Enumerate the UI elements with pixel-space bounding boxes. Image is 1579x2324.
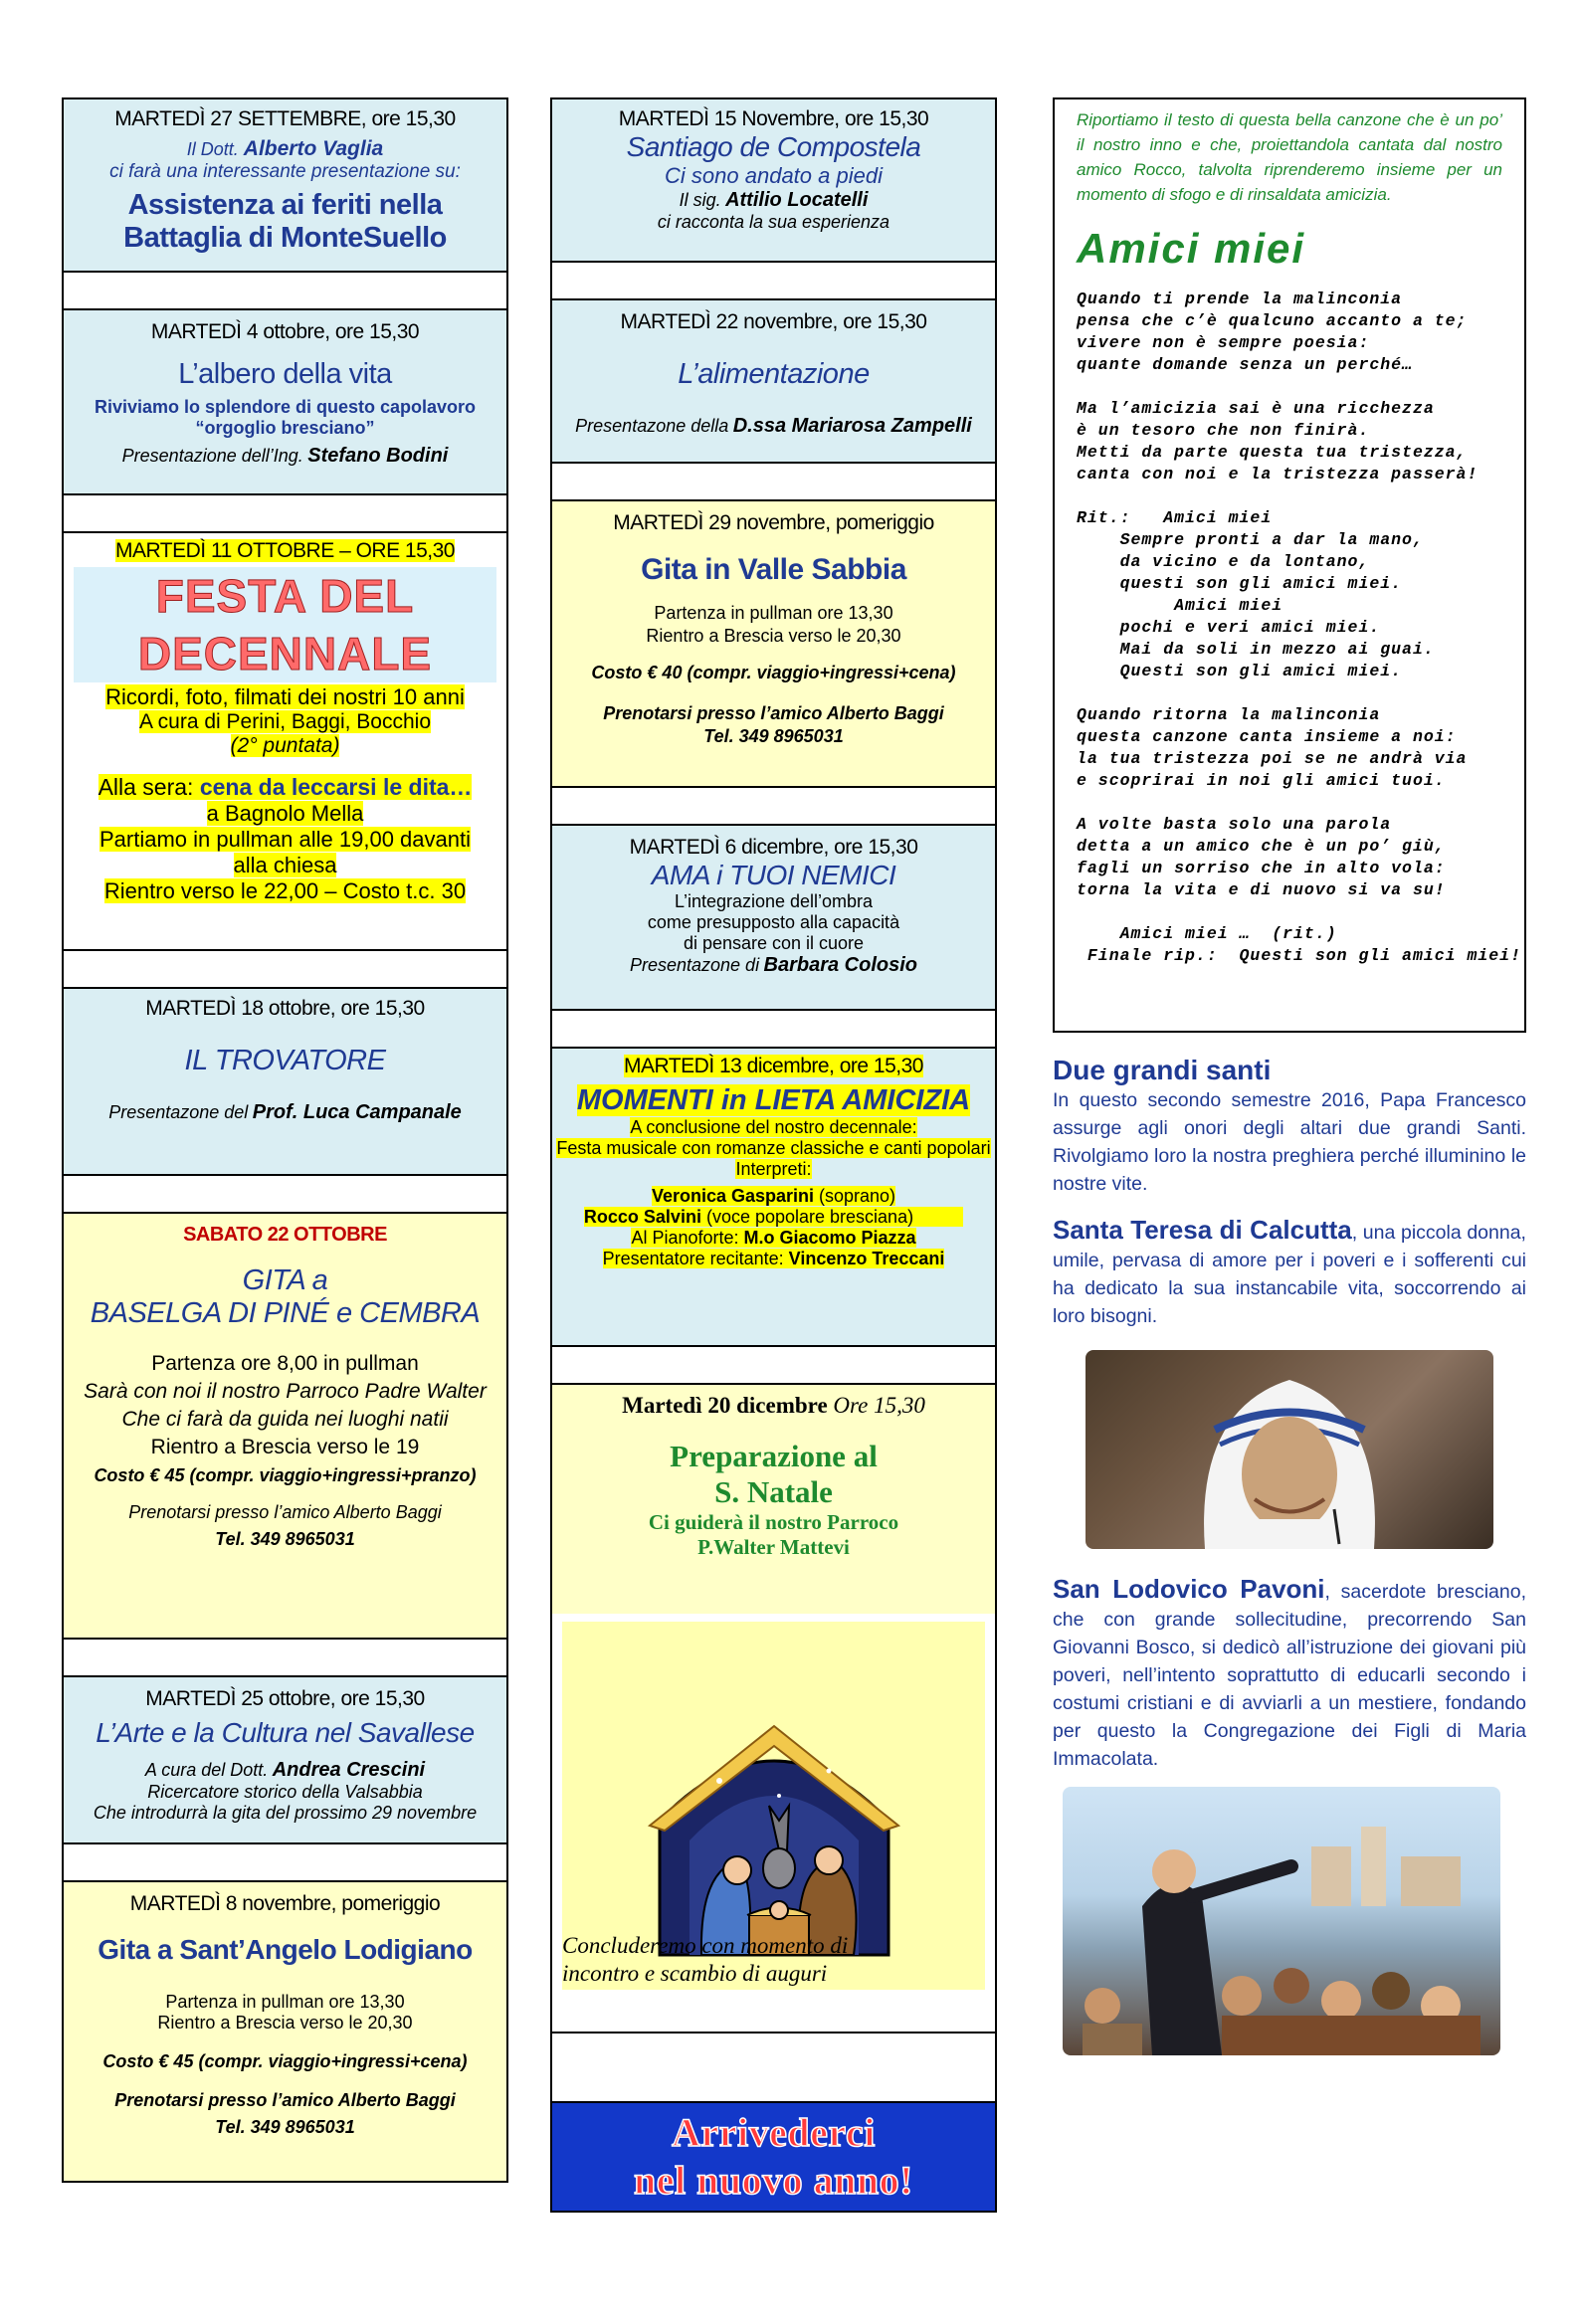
pavoni-photo: [1063, 1787, 1500, 2055]
song-title: Amici miei: [1077, 225, 1306, 272]
spacer: [550, 1347, 997, 1385]
event-header: MARTEDÌ 22 novembre, ore 15,30: [620, 310, 927, 333]
event-header: MARTEDÌ 25 ottobre, ore 15,30: [145, 1687, 425, 1710]
event-line: Rientro a Brescia verso le 20,30: [157, 2013, 413, 2033]
event-line: A conclusione del nostro decennale:: [630, 1117, 917, 1137]
event-line: come presupposto alla capacità: [647, 912, 900, 932]
arrivederci-banner: Arrivederci nel nuovo anno!: [550, 2101, 997, 2213]
event-4-ottobre: [62, 310, 508, 495]
spacer: [62, 495, 508, 533]
event-title: Battaglia di MonteSuello: [123, 222, 447, 254]
painting-image: [1063, 1787, 1500, 2055]
event-line: Interpreti:: [735, 1159, 812, 1179]
event-line: di pensare con il cuore: [683, 933, 865, 953]
event-cost: Costo € 40 (compr. viaggio+ingressi+cena): [591, 663, 956, 682]
event-13-dicembre: [550, 1049, 997, 1347]
event-header: MARTEDÌ 27 SETTEMBRE, ore 15,30: [114, 107, 456, 130]
event-title: L’albero della vita: [178, 358, 392, 390]
event-line: ci racconta la sua esperienza: [657, 212, 890, 232]
event-header: MARTEDÌ 8 novembre, pomeriggio: [129, 1892, 441, 1915]
event-line: Partenza in pullman ore 13,30: [654, 603, 893, 623]
event-25-ottobre: [62, 1677, 508, 1844]
event-speaker: Il Dott. Alberto Vaglia: [186, 137, 384, 160]
spacer: [550, 263, 997, 300]
nativity-icon: [630, 1711, 918, 1960]
nativity-card: [562, 1622, 985, 1990]
event-title: AMA i TUOI NEMICI: [651, 860, 896, 890]
saint-pavoni: San Lodovico Pavoni, sacerdote bresciano, che con grande sollecitudine, precorrendo San Giovanni Bosco, si dedicò all’istruzione dei giovani più poveri, nell’intento soprattutto di educarli secondo i costumi cristiani e di avviarli a un mestiere, fondando per questo la Congregazione dei Figli di Maria Immacolata.: [1053, 1574, 1527, 1770]
spacer: [62, 1640, 508, 1677]
column-left: [62, 97, 508, 2183]
event-presenter: Presentazone del Prof. Luca Campanale: [108, 1101, 462, 1123]
event-intro: ci farà una interessante presentazione su:: [109, 161, 461, 182]
event-header: MARTEDÌ 13 dicembre, ore 15,30: [624, 1055, 923, 1077]
portrait-image: [1086, 1350, 1493, 1549]
event-line: L’integrazione dell’ombra: [674, 891, 874, 911]
event-booking: Prenotarsi presso l’amico Alberto Baggi: [128, 1502, 442, 1522]
saint-teresa: Santa Teresa di Calcutta, una piccola donna, umile, pervasa di amore per i poveri e i sofferenti cui ha dedicato la sua instancabile vita, soccorrendo ai loro bisogni.: [1053, 1215, 1526, 1327]
event-header: MARTEDÌ 29 novembre, pomeriggio: [613, 511, 934, 534]
event-line: (2° puntata): [230, 734, 340, 757]
event-15-novembre: [550, 97, 997, 263]
event-line: Partenza ore 8,00 in pullman: [151, 1352, 419, 1375]
event-header: Martedì 20 dicembre Ore 15,30: [622, 1393, 925, 1418]
event-22-novembre: [550, 300, 997, 464]
event-presenter: Presentazone di Barbara Colosio: [629, 954, 918, 976]
performer-piano: Al Pianoforte: M.o Giacomo Piazza: [631, 1228, 916, 1248]
event-phone: Tel. 349 8965031: [215, 2117, 355, 2137]
event-title: L’Arte e la Cultura nel Savallese: [96, 1717, 475, 1748]
column-right: [1053, 97, 1526, 2055]
event-presenter: Presentazione dell’Ing. Stefano Bodini: [121, 445, 449, 467]
event-cost: Costo € 45 (compr. viaggio+ingressi+cena): [102, 2051, 468, 2071]
event-title: IL TROVATORE: [184, 1045, 386, 1076]
event-header: SABATO 22 OTTOBRE: [183, 1224, 387, 1246]
saints-intro: In questo secondo semestre 2016, Papa Francesco assurge agli onori degli altari due grandi Santi. Rivolgiamo loro la nostra preghiera perché illuminino le nostre vite.: [1053, 1089, 1526, 1195]
song-lyrics: Quando ti prende la malinconia pensa che c’è qualcuno accanto a te; vivere non è sempre poesia: quante domande senza un perché… Ma l’amicizia sai è una ricchezza è un tesoro che non finirà. Metti da parte questa tua tristezza, canta con noi e la tristezza passerà! Rit.: Amici miei Sempre pronti a dar la mano, da vicino e da lontano, questi son gli amici miei. Amici miei pochi e veri amici miei. Mai da soli in mezzo ai guai. Questi son gli amici miei. Quando ritorna la malinconia questa canzone canta insieme a noi: la tua tristezza poi se ne andrà via e scoprirai in noi gli amici tuoi. A volte basta solo una parola detta a un amico che è un po’ giù, fagli un sorriso che in alto vola: torna la vita e di nuovo si va su! Amici miei … (rit.) Finale rip.: Questi son gli amici miei!: [1077, 290, 1521, 965]
event-subtitle: Riviviamo lo splendore di questo capolavoro: [94, 397, 477, 417]
event-title: Gita a Sant’Angelo Lodigiano: [98, 1934, 473, 1965]
event-title: Santiago de Compostela: [626, 131, 921, 162]
event-line: Ci guiderà il nostro Parroco: [648, 1510, 899, 1534]
event-11-ottobre: [62, 533, 508, 951]
event-line: A cura di Perini, Baggi, Bocchio: [139, 710, 431, 733]
event-booking: Prenotarsi presso l’amico Alberto Baggi: [114, 2090, 456, 2110]
event-line: Partiamo in pullman alle 19,00 davanti: [99, 827, 471, 852]
event-22-ottobre: [62, 1214, 508, 1640]
performer-soprano: Veronica Gasparini (soprano): [651, 1186, 896, 1206]
teresa-photo: [1086, 1350, 1493, 1549]
event-line: Rientro verso le 22,00 – Costo t.c. 30: [103, 878, 467, 903]
event-presenter: Presentazone della D.ssa Mariarosa Zampelli: [575, 415, 972, 437]
saints-title: Due grandi santi: [1053, 1055, 1272, 1085]
nativity-caption: Concluderemo con momento di incontro e scambio di auguri: [562, 1933, 849, 1986]
nativity-panel: [550, 1614, 997, 2032]
event-line: a Bagnolo Mella: [206, 801, 364, 826]
event-subtitle: Ci sono andato a piedi: [665, 163, 883, 188]
spacer: [62, 273, 508, 310]
event-line: Che ci farà da guida nei luoghi natii: [121, 1408, 449, 1431]
event-header: MARTEDÌ 11 OTTOBRE – ORE 15,30: [115, 539, 455, 562]
spacer: [550, 1011, 997, 1049]
event-dinner: Alla sera: cena da leccarsi le dita…: [98, 774, 473, 800]
event-6-dicembre: [550, 826, 997, 1011]
event-line: Sarà con noi il nostro Parroco Padre Walter: [84, 1380, 487, 1403]
event-line: Che introdurrà la gita del prossimo 29 novembre: [93, 1803, 478, 1823]
event-line: P.Walter Mattevi: [697, 1535, 850, 1559]
song-box: [1053, 97, 1526, 1033]
event-cost: Costo € 45 (compr. viaggio+ingressi+pranzo): [94, 1465, 477, 1485]
event-20-dicembre: [550, 1385, 997, 1614]
event-booking: Prenotarsi presso l’amico Alberto Baggi: [603, 703, 944, 723]
event-18-ottobre: [62, 989, 508, 1176]
event-line: Ricordi, foto, filmati dei nostri 10 anni: [105, 684, 465, 709]
event-speaker: Il sig. Attilio Locatelli: [679, 189, 869, 211]
column-middle: [550, 97, 997, 2213]
event-curator: A cura del Dott. Andrea Crescini: [144, 1759, 426, 1781]
spacer: [62, 1844, 508, 1882]
spacer: [62, 1176, 508, 1214]
event-header: MARTEDÌ 15 Novembre, ore 15,30: [618, 107, 929, 130]
spacer: [550, 2032, 997, 2101]
event-line: Ricercatore storico della Valsabbia: [147, 1782, 423, 1802]
event-29-novembre: [550, 501, 997, 788]
event-header: MARTEDÌ 4 ottobre, ore 15,30: [150, 320, 420, 343]
event-title: BASELGA DI PINÉ e CEMBRA: [90, 1297, 481, 1329]
performer-presenter: Presentatore recitante: Vincenzo Treccani: [602, 1249, 945, 1268]
event-phone: Tel. 349 8965031: [215, 1529, 355, 1549]
event-header: MARTEDÌ 6 dicembre, ore 15,30: [629, 836, 918, 859]
spacer: [62, 951, 508, 989]
event-line: Festa musicale con romanze classiche e canti popolari: [556, 1138, 991, 1158]
event-title: GITA a: [242, 1264, 328, 1296]
event-header: MARTEDÌ 18 ottobre, ore 15,30: [145, 997, 425, 1020]
event-line: Rientro a Brescia verso le 19: [150, 1436, 420, 1458]
event-subtitle: “orgoglio bresciano”: [195, 418, 375, 438]
event-title: Assistenza ai feriti nella: [127, 189, 443, 221]
event-title: L’alimentazione: [678, 358, 870, 390]
performer-voce: Rocco Salvini (voce popolare bresciana): [552, 1207, 995, 1228]
event-phone: Tel. 349 8965031: [703, 726, 844, 746]
event-title: Preparazione al: [670, 1439, 878, 1473]
song-intro: Riportiamo il testo di questa bella canzone che è un po’ il nostro inno e che, proiettandola cantata dal nostro amico Rocco, talvolta riprenderemo insieme per un momento di sfogo e di rinsaldata amicizia.: [1077, 110, 1502, 204]
event-title: S. Natale: [714, 1474, 833, 1509]
event-title: Gita in Valle Sabbia: [641, 553, 906, 586]
event-27-settembre: [62, 97, 508, 273]
spacer: [550, 464, 997, 501]
event-title: MOMENTI in LIETA AMICIZIA: [576, 1084, 971, 1116]
event-line: Rientro a Brescia verso le 20,30: [646, 626, 901, 646]
event-line: Partenza in pullman ore 13,30: [165, 1992, 405, 2012]
spacer: [550, 788, 997, 826]
festa-banner: FESTA DEL DECENNALE: [74, 567, 496, 682]
event-8-novembre: [62, 1882, 508, 2183]
event-line: alla chiesa: [233, 853, 337, 877]
